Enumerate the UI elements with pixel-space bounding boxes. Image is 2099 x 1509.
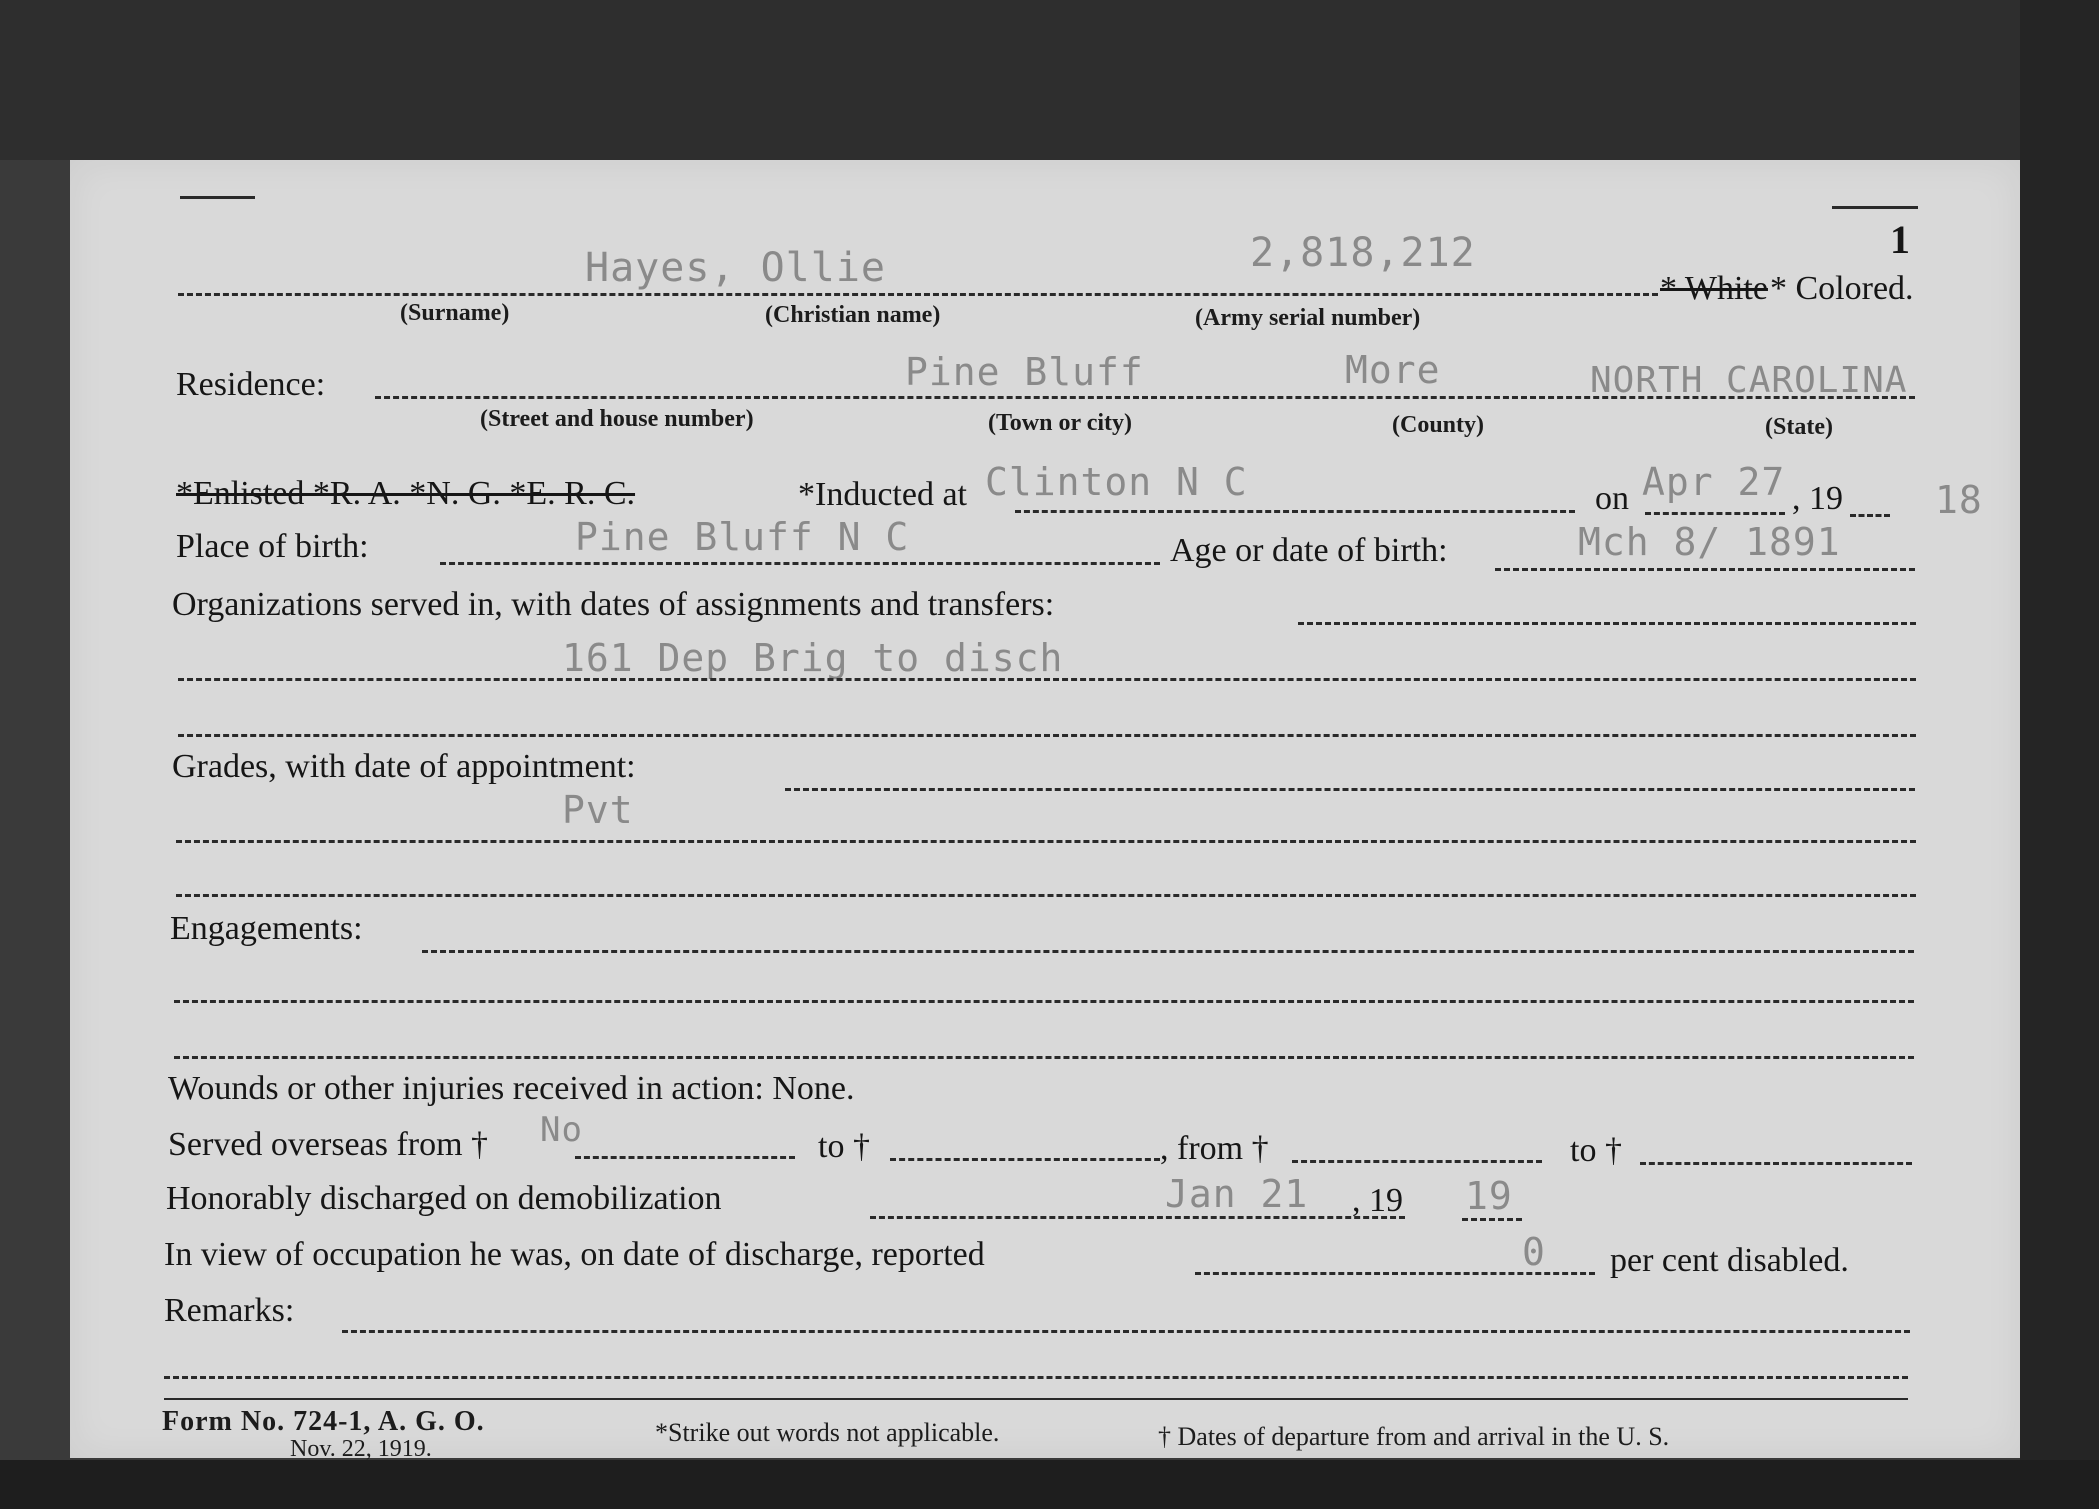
overseas-from-label: Served overseas from †	[168, 1126, 489, 1163]
remarks-line-1	[342, 1330, 1910, 1333]
overseas-value: No	[540, 1110, 583, 1150]
name-line	[178, 293, 1658, 296]
overseas-to-label: to †	[818, 1128, 870, 1165]
birth-place-line	[440, 562, 1160, 565]
card-number: 1	[1890, 217, 1910, 262]
serial-label: (Army serial number)	[1195, 305, 1421, 331]
town-value: Pine Bluff	[905, 350, 1144, 394]
county-value: More	[1345, 348, 1441, 392]
grades-value: Pvt	[562, 788, 634, 832]
form-date: Nov. 22, 1919.	[290, 1436, 432, 1462]
christian-name-label: (Christian name)	[765, 302, 941, 328]
state-label: (State)	[1765, 414, 1833, 440]
organizations-label: Organizations served in, with dates of assignments and transfers:	[172, 586, 1055, 623]
grades-line-1	[785, 788, 1915, 791]
induction-year-prefix: , 19	[1792, 480, 1843, 517]
race-white: * White	[1660, 270, 1768, 307]
disability-value: 0	[1522, 1230, 1546, 1274]
discharge-year-value: 19	[1465, 1174, 1513, 1218]
overseas-from-label-2: , from †	[1160, 1130, 1269, 1167]
footer-rule	[164, 1398, 1908, 1400]
wounds-label: Wounds or other injuries received in action: None.	[168, 1070, 855, 1107]
serial-value: 2,818,212	[1250, 230, 1476, 276]
age-label: Age or date of birth:	[1170, 532, 1448, 569]
form-number: Form No. 724-1, A. G. O.	[162, 1406, 485, 1437]
birth-place-label: Place of birth:	[176, 528, 369, 565]
state-value: NORTH CAROLINA	[1590, 360, 1908, 401]
on-label: on	[1595, 480, 1629, 517]
organizations-line-3	[178, 734, 1916, 737]
discharge-date-value: Jan 21	[1165, 1172, 1309, 1216]
birth-place-value: Pine Bluff N C	[575, 515, 910, 559]
disability-label: In view of occupation he was, on date of discharge, reported	[164, 1236, 985, 1273]
overseas-from-line-2	[1292, 1160, 1542, 1163]
disability-suffix: per cent disabled.	[1610, 1242, 1849, 1279]
inducted-place-value: Clinton N C	[985, 460, 1248, 504]
corner-mark-right	[1832, 206, 1918, 209]
discharge-year-prefix-visible: , 19	[1352, 1182, 1403, 1219]
overseas-to-line-2	[1640, 1162, 1912, 1165]
street-label: (Street and house number)	[480, 406, 754, 432]
strike-note: *Strike out words not applicable.	[655, 1418, 1000, 1447]
corner-mark-left	[180, 196, 255, 199]
overseas-from-line	[575, 1156, 795, 1159]
dates-note: † Dates of departure from and arrival in the U. S.	[1158, 1422, 1670, 1451]
inducted-place-line	[1015, 510, 1575, 513]
engagements-line-1	[422, 950, 1914, 953]
background-right	[2020, 0, 2099, 1509]
disability-line	[1195, 1272, 1595, 1275]
grades-line-3	[176, 894, 1916, 897]
background-top	[0, 0, 2099, 160]
surname-label: (Surname)	[400, 300, 510, 326]
race-colored: * Colored.	[1770, 270, 1914, 307]
enlisted-options: *Enlisted *R. A. *N. G. *E. R. C.	[176, 475, 636, 512]
name-value: Hayes, Ollie	[585, 245, 886, 291]
town-label: (Town or city)	[988, 410, 1132, 436]
organizations-line-1	[1298, 622, 1916, 625]
induction-date-value: Apr 27	[1642, 460, 1786, 504]
grades-label: Grades, with date of appointment:	[172, 748, 636, 785]
induction-year-line	[1850, 514, 1890, 517]
engagements-line-3	[174, 1056, 1914, 1059]
discharge-year-line	[1462, 1218, 1522, 1221]
grades-line-2	[176, 840, 1916, 843]
remarks-label: Remarks:	[164, 1292, 295, 1329]
remarks-line-2	[164, 1376, 1908, 1379]
inducted-label: *Inducted at	[798, 476, 967, 513]
organizations-line-2	[178, 678, 1916, 681]
residence-label: Residence:	[176, 366, 326, 403]
discharge-date-line	[870, 1216, 1405, 1219]
engagements-label: Engagements:	[170, 910, 363, 947]
induction-year-value: 18	[1935, 478, 1983, 522]
induction-date-line	[1645, 512, 1785, 515]
residence-line	[375, 396, 1915, 399]
overseas-to-label-2: to †	[1570, 1132, 1622, 1169]
age-value: Mch 8/ 1891	[1578, 520, 1841, 564]
age-line	[1495, 568, 1915, 571]
county-label: (County)	[1392, 412, 1485, 438]
service-record-card	[70, 160, 2020, 1462]
engagements-line-2	[174, 1000, 1914, 1003]
discharge-label: Honorably discharged on demobilization	[166, 1180, 722, 1217]
background-bottom	[0, 1460, 2099, 1509]
organizations-value: 161 Dep Brig to disch	[562, 636, 1064, 680]
overseas-to-line	[890, 1158, 1160, 1161]
